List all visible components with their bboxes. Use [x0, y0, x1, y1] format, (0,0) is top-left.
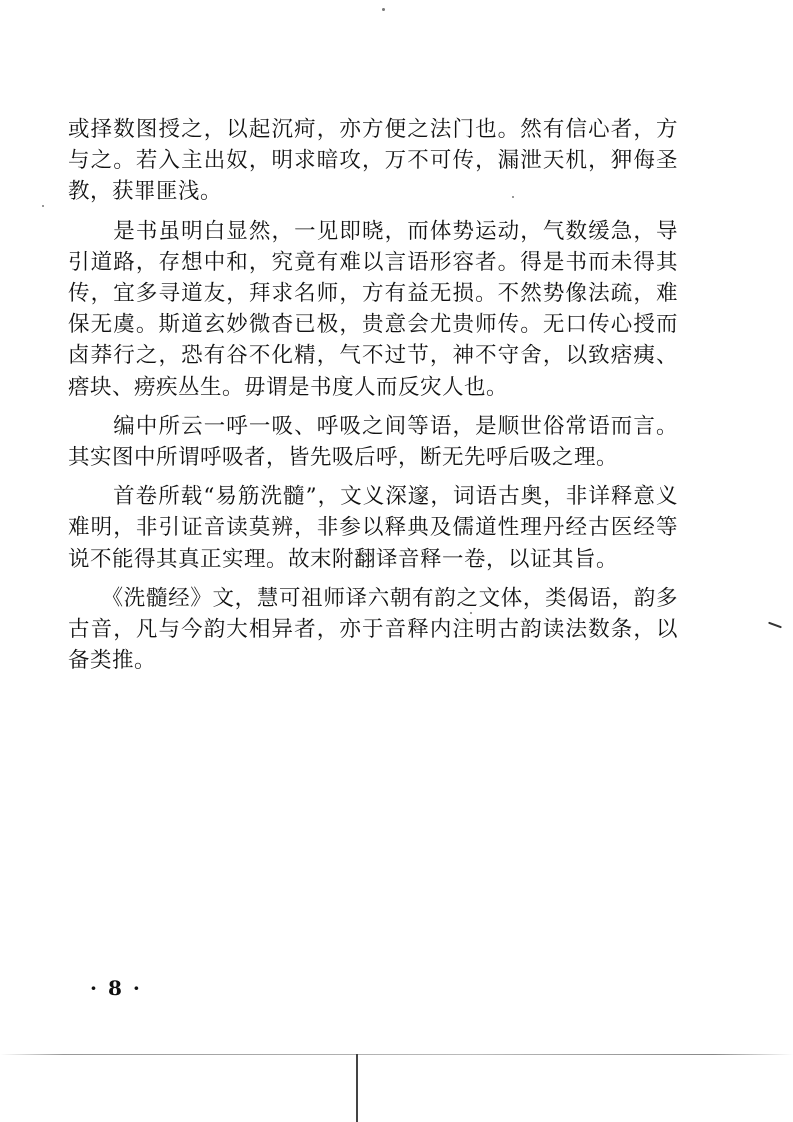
scan-edge-rule — [0, 1054, 793, 1055]
scan-speck — [768, 622, 782, 629]
scan-speck — [512, 196, 514, 198]
paragraph-continuation: 或择数图授之，以起沉疴，亦方便之法门也。然有信心者，方与之。若入主出奴，明求暗攻，万不可传，漏泄天机，狎侮圣教，获罪匪浅。 — [68, 117, 678, 205]
page-number-value: 8 — [107, 976, 124, 1000]
paragraph-first-volume: 首卷所载“易筋洗髓”，文义深邃，词语古奥，非详释意义难明，非引证音读莫辨，非参以释典及儒道性理丹经古医经等说不能得其真正实理。故末附翻译音释一卷，以证其旨。 — [68, 484, 678, 572]
body-text — [68, 114, 678, 676]
paragraph-book-clarity: 是书虽明白显然，一见即晓，而体势运动，气数缓急，导引道路，存想中和，究竟有难以言语形容者。得是书而未得其传，宜多寻道友，拜求名师，方有益无损。不然势像法疏，难保无虞。斯道玄妙微杳已极，贵意会尤贵师传。无口传心授而卤莽行之，恐有谷不化精，气不过节，神不守舍，以致痞痍、瘩块、痨疾丛生。毋谓是书度人而反灾人也。 — [68, 218, 678, 400]
paragraph-xisui-jing: 《洗髓经》文，慧可祖师译六朝有韵之文体，类偈语，韵多古音，凡与今韵大相异者，亦于音释内注明古韵读法数条，以备类推。 — [68, 585, 678, 674]
scan-speck — [470, 612, 472, 614]
scan-speck — [42, 205, 44, 207]
scan-speck — [382, 8, 385, 11]
fold-mark — [356, 1054, 358, 1122]
paragraph-breathing: 编中所云一呼一吸、呼吸之间等语，是顺世俗常语而言。其实图中所谓呼吸者，皆先吸后呼，断无先呼后吸之理。 — [68, 413, 678, 471]
page-number: · 8 · — [90, 976, 142, 1000]
